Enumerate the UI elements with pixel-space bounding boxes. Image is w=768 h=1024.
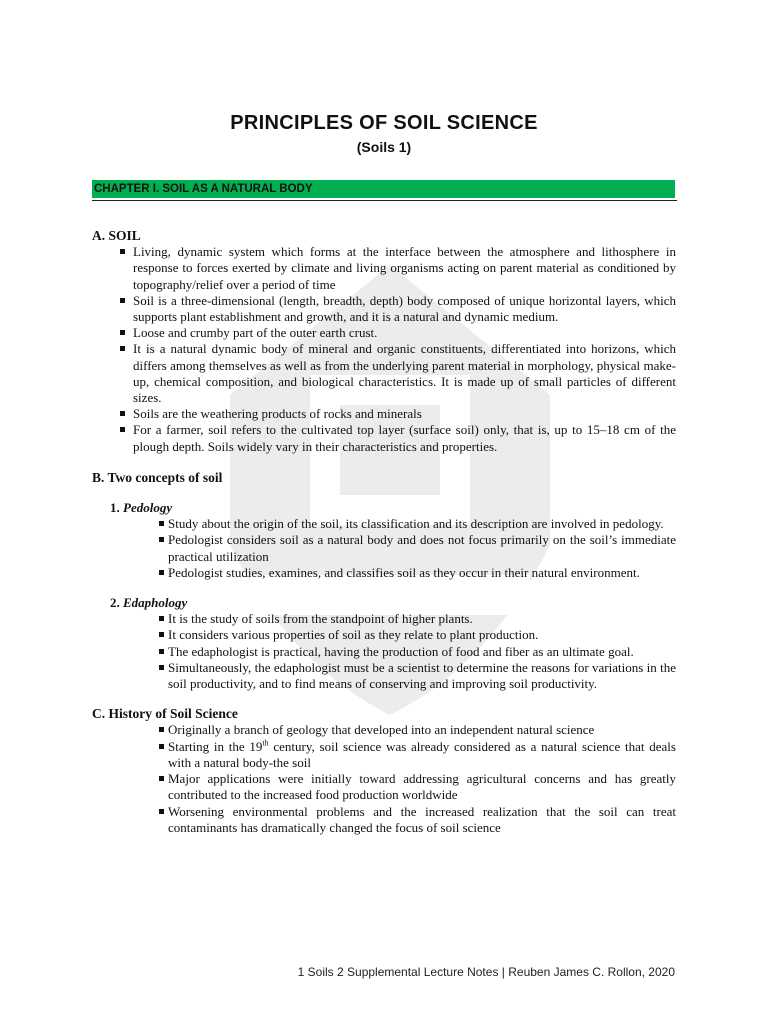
list-item-text-cont: century, soil science was already considered as a natural science that deals with a natural body-the soil [168, 738, 676, 770]
list-item: Major applications were initially toward addressing agricultural concerns and has greatly contributed to the increased food production worldwide [92, 771, 676, 803]
section-c-list [92, 722, 676, 835]
document-subtitle: (Soils 1) [356, 139, 412, 155]
edaphology-list [92, 611, 676, 692]
list-item: Loose and crumby part of the outer earth crust. [92, 325, 676, 341]
list-item: It considers various properties of soil as they relate to plant production. [92, 627, 676, 643]
list-item: It is a natural dynamic body of mineral and organic constituents, differentiated into horizons, which differs among themselves as well as from the underlying parent material in morphology, physical make-up, chemical composition, and biological characteristics. It is made up of small particles of different sizes. [92, 341, 676, 406]
pedology-number: 1. [110, 500, 120, 516]
chapter-divider [92, 200, 677, 201]
list-item [92, 739, 676, 771]
list-item: Soil is a three-dimensional (length, breadth, depth) body composed of unique horizontal layers, which supports plant establishment and growth, and it is a natural and dynamic medium. [92, 293, 676, 325]
section-a-heading: A. SOIL [92, 228, 141, 243]
list-item: Originally a branch of geology that developed into an independent natural science [92, 722, 676, 738]
document-title: PRINCIPLES OF SOIL SCIENCE [230, 112, 538, 134]
edaphology-number: 2. [110, 595, 120, 611]
list-item: Pedologist considers soil as a natural body and does not focus primarily on the soil’s immediate practical utilization [92, 532, 676, 564]
list-item-text: Starting in the 19 [168, 738, 263, 754]
list-item: Simultaneously, the edaphologist must be a scientist to determine the reasons for variations in the soil productivity, and to find means of conserving and improving soil productivity. [92, 660, 676, 692]
pedology-label: Pedology [123, 500, 173, 516]
chapter-heading: CHAPTER I. SOIL AS A NATURAL BODY [92, 180, 675, 198]
list-item: Worsening environmental problems and the increased realization that the soil can treat contaminants has dramatically changed the focus of soil science [92, 804, 676, 836]
list-item: For a farmer, soil refers to the cultivated top layer (surface soil) only, that is, up to 15–18 cm of the plough depth. Soils widely vary in their characteristics and properties. [92, 422, 676, 454]
list-item: Pedologist studies, examines, and classifies soil as they occur in their natural environment. [92, 565, 676, 581]
edaphology-heading [92, 595, 676, 611]
list-item: Living, dynamic system which forms at the interface between the atmosphere and lithosphere in response to forces exerted by climate and living organisms acting on parent material as conditioned by topography/relief over a period of time [92, 244, 676, 293]
superscript: th [262, 738, 269, 748]
list-item: Study about the origin of the soil, its classification and its description are involved in pedology. [92, 516, 676, 532]
list-item: The edaphologist is practical, having the production of food and fiber as an ultimate goal. [92, 644, 676, 660]
list-item: It is the study of soils from the standpoint of higher plants. [92, 611, 676, 627]
page-footer: 1 Soils 2 Supplemental Lecture Notes | Reuben James C. Rollon, 2020 [297, 965, 675, 979]
list-item: Soils are the weathering products of rocks and minerals [92, 406, 676, 422]
edaphology-label: Edaphology [123, 595, 188, 611]
section-c-heading: C. History of Soil Science [92, 706, 238, 722]
document-body [92, 228, 676, 836]
pedology-heading [92, 500, 676, 516]
section-b-heading: B. Two concepts of soil [92, 469, 223, 485]
pedology-list [92, 516, 676, 581]
section-a-list [92, 244, 676, 455]
